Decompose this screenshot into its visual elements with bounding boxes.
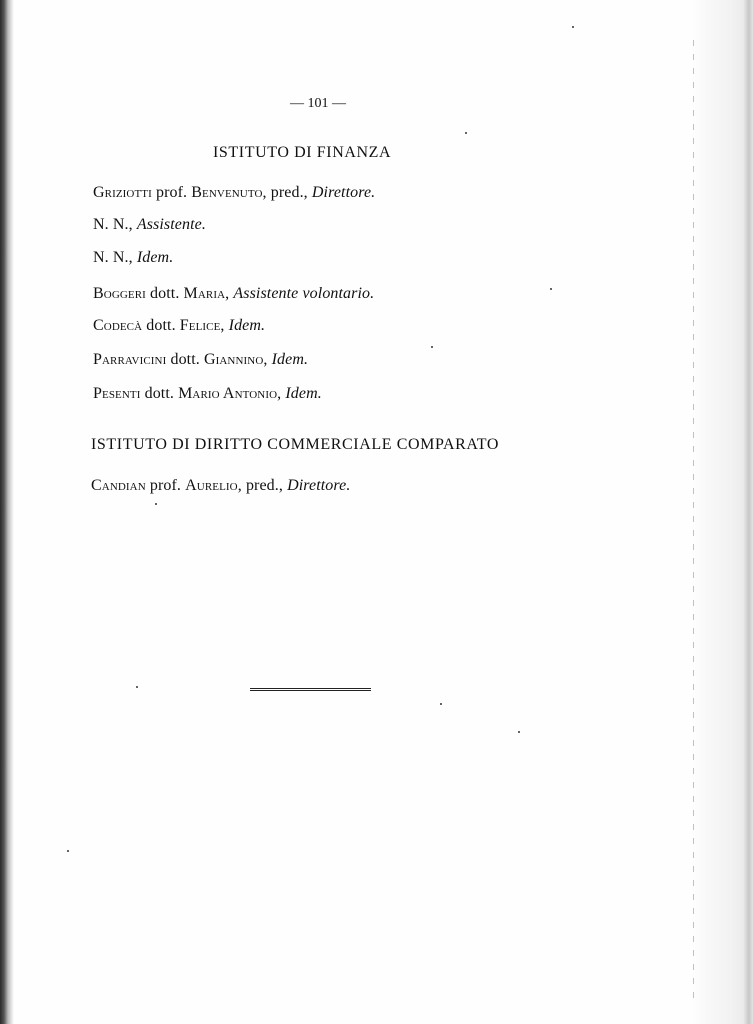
scan-speck <box>136 686 138 688</box>
page-right-edge <box>691 0 753 1024</box>
entry-surname: Griziotti <box>93 184 152 201</box>
entry-role: Idem. <box>271 351 309 368</box>
scan-speck <box>550 288 552 290</box>
entry-surname: Candian <box>91 477 146 494</box>
entry-title: dott. <box>144 385 174 402</box>
entry-surname: N. N., <box>93 216 133 233</box>
entry-title: dott. <box>146 317 176 334</box>
closing-rule <box>250 688 371 691</box>
scan-speck <box>155 503 157 505</box>
entry-surname: Parravicini <box>93 351 167 368</box>
entry-role: Idem. <box>136 249 174 266</box>
entry-title: dott. <box>150 285 180 302</box>
scan-speck <box>67 850 69 852</box>
scan-speck <box>518 731 520 733</box>
entry-title: prof. <box>156 184 188 201</box>
entry-name: Maria, <box>183 285 230 302</box>
entry-griziotti: Griziotti prof. Benvenuto, pred., Direttore. <box>93 184 376 201</box>
page-left-edge <box>0 0 14 1024</box>
section-heading-diritto-commerciale: ISTITUTO DI DIRITTO COMMERCIALE COMPARATO <box>91 436 500 453</box>
entry-surname: N. N., <box>93 249 133 266</box>
entry-boggeri <box>93 285 374 303</box>
entry-name: Giannino, <box>203 351 268 368</box>
entry-role: Idem. <box>285 385 322 402</box>
entry-role: Assistente volontario. <box>233 285 375 302</box>
entry-surname: Pesenti <box>93 385 141 402</box>
page-right-fold <box>693 40 694 1000</box>
entry-name: Aurelio, <box>185 477 242 494</box>
entry-name: Benvenuto <box>191 184 263 201</box>
scan-speck <box>465 132 467 134</box>
scan-speck <box>572 26 574 28</box>
entry-surname: Codecà <box>93 317 143 334</box>
entry-role-prefix: pred., <box>245 477 283 494</box>
entry-role: Direttore. <box>287 477 351 494</box>
entry-codeca <box>93 317 265 335</box>
entry-role: Idem. <box>228 317 266 334</box>
scan-speck <box>431 346 433 348</box>
entry-name: Mario Antonio, <box>178 385 282 402</box>
entry-title: prof. <box>149 477 182 494</box>
entry-role: Assistente. <box>136 216 206 233</box>
entry-nn-assistente <box>93 216 206 234</box>
entry-nn-idem <box>93 249 173 267</box>
entry-name: Felice, <box>179 317 225 334</box>
entry-surname: Boggeri <box>93 285 146 302</box>
entry-role: Direttore. <box>311 184 376 201</box>
entry-candian <box>91 477 350 495</box>
section-heading-istituto-finanza: ISTITUTO DI FINANZA <box>213 144 392 161</box>
page-number: — 101 — <box>290 96 346 111</box>
scan-speck <box>440 703 442 705</box>
entry-parravicini <box>93 351 308 369</box>
entry-role-prefix: pred., <box>270 184 308 201</box>
entry-pesenti <box>93 385 322 403</box>
entry-title: dott. <box>170 351 200 368</box>
